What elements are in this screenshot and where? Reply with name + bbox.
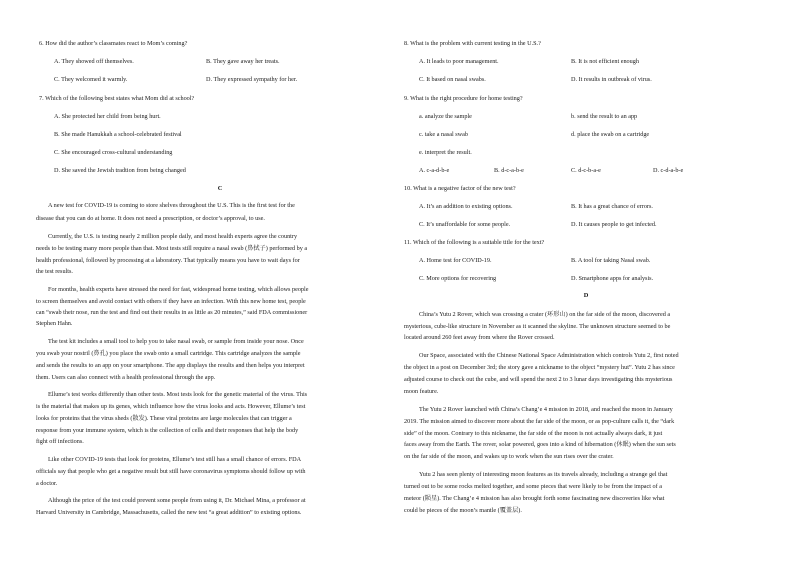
question-11-option-b: B. A tool for taking Nasal swab.: [571, 257, 651, 264]
passage-d-line: could be pieces of the moon’s mantle (覆盖层).: [404, 507, 522, 514]
passage-c-line: looks for proteins that the virus sheds (散发). These viral proteins are large molecules that can trigger a: [36, 415, 292, 422]
question-9-option-a: A. c-a-d-b-e: [419, 167, 450, 174]
passage-c-line: to screen themselves and avoid contact with others if they have an infection. With this new home test, people: [36, 298, 306, 305]
passage-c-line: a doctor.: [36, 480, 58, 487]
question-9-option-d: D. c-d-a-b-e: [653, 167, 684, 174]
passage-c-line: you swab your nostril (鼻孔) you place the swab onto a small cartridge. This cartridge analyzes the sample: [36, 350, 301, 357]
passage-d-line: on the far side of the moon, and wakes up to work when the sun rises over the crater.: [404, 453, 614, 460]
passage-c-line: them. Users can also connect with a health professional through the app.: [36, 374, 216, 381]
question-10-stem: 10. What is a negative factor of the new test?: [404, 185, 516, 192]
passage-c-line: officials say that people who get a negative result but still have coronavirus symptoms should follow up with: [36, 468, 306, 475]
passage-d-line: The Yutu 2 Rover launched with China’s Chang’e 4 mission in 2018, and reached the moon in January: [419, 406, 673, 413]
passage-d-line: 2019. The mission aimed to discover more about the far side of the moon, or as pop-culture calls it, the “dark: [404, 418, 675, 425]
question-7-option-a: A. She protected her child from being hurt.: [54, 113, 161, 120]
passage-d-line: turned out to be some rocks melted together, and some pieces that were likely to be from the impact of a: [404, 483, 662, 490]
question-9-option-c: C. d-c-b-a-e: [571, 167, 601, 174]
passage-d-line: faces away from the Earth. The rover, solar powered, goes into a kind of hibernation (休眠) when the sun sets: [404, 441, 676, 448]
question-9-step-d: d. place the swab on a cartridge: [571, 131, 650, 138]
passage-c-line: can “swab their nose, run the test and find out their results in as little as 20 minutes,” said FDA commissioner: [36, 309, 308, 316]
question-8-option-a: A. It leads to poor management.: [419, 58, 499, 65]
question-6-option-d: D. They expressed sympathy for her.: [206, 76, 298, 83]
question-11-option-a: A. Home test for COVID-19.: [419, 257, 492, 264]
passage-d-line: mysterious, cube-like structure in November as it scanned the skyline. The unknown structure seemed to be: [404, 323, 671, 330]
passage-c-line: Harvard University in Cambridge, Massachusetts, called the new test “a great addition” to existing options.: [36, 509, 302, 516]
question-8-stem: 8. What is the problem with current testing in the U.S.?: [404, 40, 541, 47]
passage-c-line: fight off infections.: [36, 438, 84, 445]
passage-d-line: moon feature.: [404, 388, 439, 395]
passage-d-line: adjusted course to check out the cube, and will spend the next 2 to 3 lunar days investigating this mysterious: [404, 376, 673, 383]
question-9-step-a: a. analyze the sample: [419, 113, 472, 120]
question-11-stem: 11. Which of the following is a suitable title for the text?: [404, 239, 545, 246]
passage-c-line: Although the price of the test could prevent some people from using it, Dr. Michael Mina, a professor at: [48, 497, 306, 504]
question-9-stem: 9. What is the right procedure for home testing?: [404, 95, 523, 102]
question-9-step-e: e. interpret the result.: [419, 149, 472, 156]
passage-c-line: response from your immune system, which is the collection of cells and their responses that help the body: [36, 427, 299, 434]
passage-c-line: Like other COVID-19 tests that look for proteins, Ellume’s test still has a small chance of errors. FDA: [48, 456, 302, 463]
passage-c-line: For months, health experts have stressed the need for fast, widespread home testing, which allows people: [48, 286, 309, 293]
question-9-step-b: b. send the result to an app: [571, 113, 638, 120]
passage-d-line: meteor (陨星). The Chang’e 4 mission has also brought forth some fascinating new discoveries like what: [404, 495, 665, 502]
passage-d-line: Our Space, associated with the Chinese National Space Administration which controls Yutu 2, first noted: [419, 352, 679, 359]
question-6-option-c: C. They welcomed it warmly.: [54, 76, 128, 83]
question-10-option-a: A. It’s an addition to existing options.: [419, 203, 513, 210]
section-d-heading: D: [583, 292, 589, 299]
passage-d-line: located around 260 feet away from where the Rover crossed.: [404, 334, 555, 341]
question-8-option-d: D. It results in outbreak of virus.: [571, 76, 652, 83]
passage-c-line: the test results.: [36, 268, 73, 275]
passage-c-line: and sends the results to an app on your smartphone. The app displays the results and then helps you interpret: [36, 362, 305, 369]
passage-c-line: health professional, followed by processing at a laboratory. That typically means you have to wait days for: [36, 257, 300, 264]
question-7-option-d: D. She saved the Jewish tradtion from being changed: [54, 167, 186, 174]
question-7-stem: 7. Which of the following best states what Mom did at school?: [39, 95, 195, 102]
passage-c-line: is the material that makes up its genes, which influence how the virus looks and acts. However, Ellume’s test: [36, 403, 306, 410]
question-9-option-b: B. d-c-a-b-e: [494, 167, 524, 174]
question-7-option-b: B. She made Hanukkah a school-celebrated festival: [54, 131, 182, 138]
passage-d-line: China’s Yutu 2 Rover, which was crossing a crater (环形山) on the far side of the moon, discovered a: [419, 311, 671, 318]
question-10-option-c: C. It’s unaffordable for some people.: [419, 221, 511, 228]
passage-d-line: the object in a post on December 3rd; the story gave a nickname to the object “mystery hut”. Yutu 2 has since: [404, 364, 675, 371]
passage-c-line: Ellume’s test works differently than other tests. Most tests look for the genetic material of the virus. This: [48, 391, 308, 398]
passage-c-line: needs to be testing many more people than that. Most tests still require a nasal swab (鼻拭子) performed by a: [36, 245, 308, 252]
passage-d-line: side” of the moon. Contrary to this nickname, the far side of the moon is not actually always dark, it just: [404, 430, 663, 437]
question-7-option-c: C. She encouraged cross-cultural understanding: [54, 149, 173, 156]
question-6-option-b: B. They gave away her treats.: [206, 58, 280, 65]
question-11-option-d: D. Smartphone apps for analysis.: [571, 275, 654, 282]
passage-c-line: Stephen Hahn.: [36, 320, 73, 327]
passage-c-line: The test kit includes a small tool to help you to take nasal swab, or sample from inside your nose. Once: [48, 338, 304, 345]
question-6-option-a: A. They showed off themselves.: [54, 58, 134, 65]
passage-c-line: A new test for COVID-19 is coming to store shelves throughout the U.S. This is the first test for the: [48, 202, 295, 209]
question-11-option-c: C. More options for recovering: [419, 275, 497, 282]
question-8-option-c: C. It based on nasal swabs.: [419, 76, 486, 83]
passage-c-line: Currently, the U.S. is testing nearly 2 million people daily, and most health experts agree the country: [48, 233, 298, 240]
question-8-option-b: B. It is not efficient enough: [571, 58, 639, 65]
question-10-option-b: B. It has a great chance of errors.: [571, 203, 653, 210]
section-c-heading: C: [217, 185, 223, 192]
passage-c-line: disease that you can do at home. It does not need a prescription, or doctor’s approval, to use.: [36, 215, 265, 222]
question-6-stem: 6. How did the author’s classmates react to Mom’s coming?: [39, 40, 188, 47]
passage-d-line: Yutu 2 has seen plenty of interesting moon features as its travels already, including a strange gel that: [419, 471, 668, 478]
question-9-step-c: c. take a nasal swab: [419, 131, 468, 138]
question-10-option-d: D. It causes people to get infected.: [571, 221, 657, 228]
